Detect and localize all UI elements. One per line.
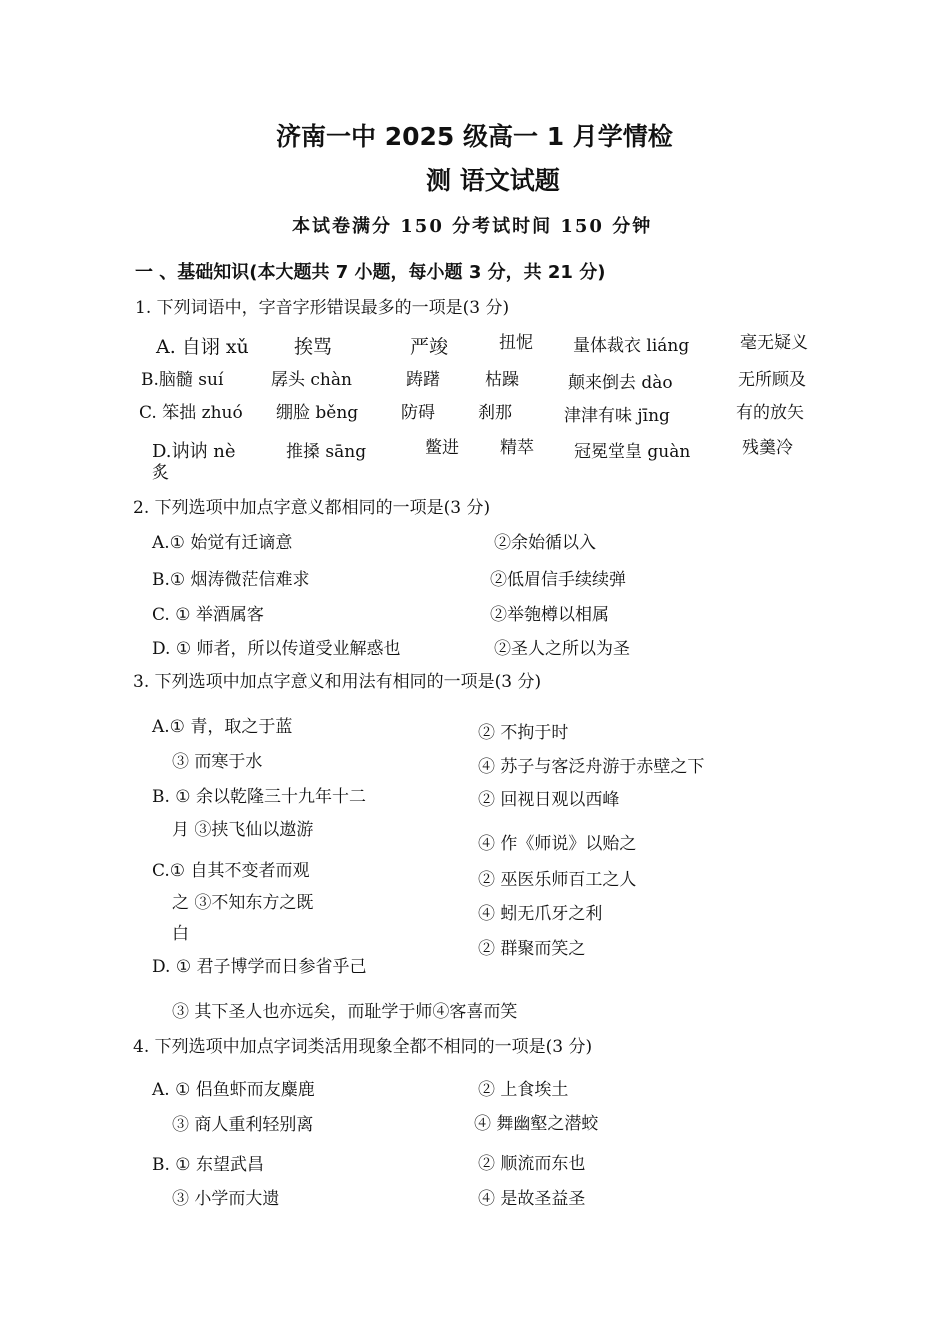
q1-D-word-1: D.讷讷 nè: [152, 441, 236, 462]
q1-D-word-2: 推搡 sāng: [286, 442, 367, 462]
q1-stem: 1. 下列词语中，字音字形错误最多的一项是(3 分): [135, 298, 510, 318]
q2-option-A-1: A.① 始觉有迁谪意: [152, 533, 293, 553]
q3-option-A-4: ④ 苏子与客泛舟游于赤壁之下: [478, 757, 705, 777]
q1-C-word-4: 刹那: [478, 403, 512, 423]
q3-option-D-1: D. ① 君子博学而日参省乎己: [152, 957, 367, 977]
q4-option-A-4: ④ 舞幽壑之潜蛟: [474, 1114, 599, 1134]
q4-option-A-3: ③ 商人重利轻别离: [172, 1115, 314, 1135]
q4-option-B-3: ③ 小学而大遗: [172, 1189, 280, 1209]
q2-stem: 2. 下列选项中加点字意义都相同的一项是(3 分): [133, 498, 491, 518]
q1-C-word-2: 绷脸 běng: [276, 403, 359, 423]
q2-option-B-2: ②低眉信手续续弹: [490, 570, 626, 590]
q1-A-word-4: 扭怩: [499, 333, 533, 353]
q1-D-word-5: 冠冕堂皇 guàn: [574, 442, 691, 462]
q2-option-A-2: ②余始循以入: [494, 533, 596, 553]
q1-D-word-3: 鳖进: [425, 438, 459, 458]
q1-B-word-2: 孱头 chàn: [271, 370, 352, 390]
q1-A-word-6: 毫无疑义: [740, 333, 808, 353]
q1-D-word-6: 残羹冷: [742, 438, 793, 458]
exam-info-subtitle: 本试卷满分 150 分考试时间 150 分钟: [292, 216, 653, 237]
q1-B-word-5: 颠来倒去 dào: [568, 373, 673, 393]
q1-A-word-2: 挨骂: [294, 336, 333, 358]
q3-option-D-2: ② 群聚而笑之: [478, 939, 586, 959]
q1-C-word-3: 防碍: [401, 403, 435, 423]
q3-option-C-5: 白: [172, 924, 189, 944]
q4-option-B-2: ② 顺流而东也: [478, 1154, 586, 1174]
q3-option-C-4: ④ 蚓无爪牙之利: [478, 904, 603, 924]
q2-option-C-1: C. ① 举酒属客: [152, 605, 264, 625]
q1-A-word-1: A. 自诩 xǔ: [156, 336, 249, 358]
q3-option-C-3: 之 ③不知东方之既: [172, 893, 314, 913]
q1-A-word-5: 量体裁衣 liáng: [573, 336, 690, 356]
q3-option-D-3: ③ 其下圣人也亦远矣，而耻学于师④客喜而笑: [172, 1002, 518, 1022]
q1-B-word-6: 无所顾及: [738, 370, 806, 390]
q1-D-word-4: 精萃: [500, 438, 534, 458]
q4-option-B-1: B. ① 东望武昌: [152, 1155, 264, 1175]
q3-option-A-2: ② 不拘于时: [478, 723, 569, 743]
q3-option-C-2: ② 巫医乐师百工之人: [478, 870, 637, 890]
q3-stem: 3. 下列选项中加点字意义和用法有相同的一项是(3 分): [133, 672, 542, 692]
q2-option-C-2: ②举匏樽以相属: [490, 605, 609, 625]
q1-C-word-5: 津津有味 jīng: [564, 406, 670, 426]
q2-option-D-1: D. ① 师者，所以传道受业解惑也: [152, 639, 401, 659]
q2-option-B-1: B.① 烟涛微茫信难求: [152, 570, 310, 590]
q1-B-word-1: B.脑髓 suí: [141, 370, 224, 390]
q4-option-A-2: ② 上食埃土: [478, 1080, 569, 1100]
q1-D-word-6-wrap: 炙: [152, 463, 169, 483]
q4-stem: 4. 下列选项中加点字词类活用现象全都不相同的一项是(3 分): [133, 1037, 593, 1057]
q1-B-word-3: 踌躇: [406, 370, 440, 390]
q1-A-word-3: 严竣: [410, 336, 449, 358]
q3-option-B-2: ② 回视日观以西峰: [478, 790, 620, 810]
q3-option-B-1: B. ① 余以乾隆三十九年十二: [152, 787, 366, 807]
section-1-heading: 一 、基础知识(本大题共 7 小题，每小题 3 分，共 21 分): [135, 262, 606, 283]
q3-option-A-1: A.① 青，取之于蓝: [152, 717, 293, 737]
q4-option-A-1: A. ① 侣鱼虾而友麋鹿: [152, 1080, 315, 1100]
q3-option-A-3: ③ 而寒于水: [172, 752, 263, 772]
q1-C-word-1: C. 笨拙 zhuó: [139, 403, 243, 423]
q3-option-C-1: C.① 自其不变者而观: [152, 861, 310, 881]
q3-option-B-4: ④ 作《师说》以贻之: [478, 834, 637, 854]
q1-B-word-4: 枯躁: [485, 370, 519, 390]
q2-option-D-2: ②圣人之所以为圣: [494, 639, 630, 659]
q3-option-B-3: 月 ③挟飞仙以遨游: [172, 820, 314, 840]
title-line-2: 测 语文试题: [426, 166, 560, 195]
q1-C-word-6: 有的放矢: [736, 403, 804, 423]
q4-option-B-4: ④ 是故圣益圣: [478, 1189, 586, 1209]
title-line-1: 济南一中 2025 级高一 1 月学情检: [276, 122, 673, 151]
